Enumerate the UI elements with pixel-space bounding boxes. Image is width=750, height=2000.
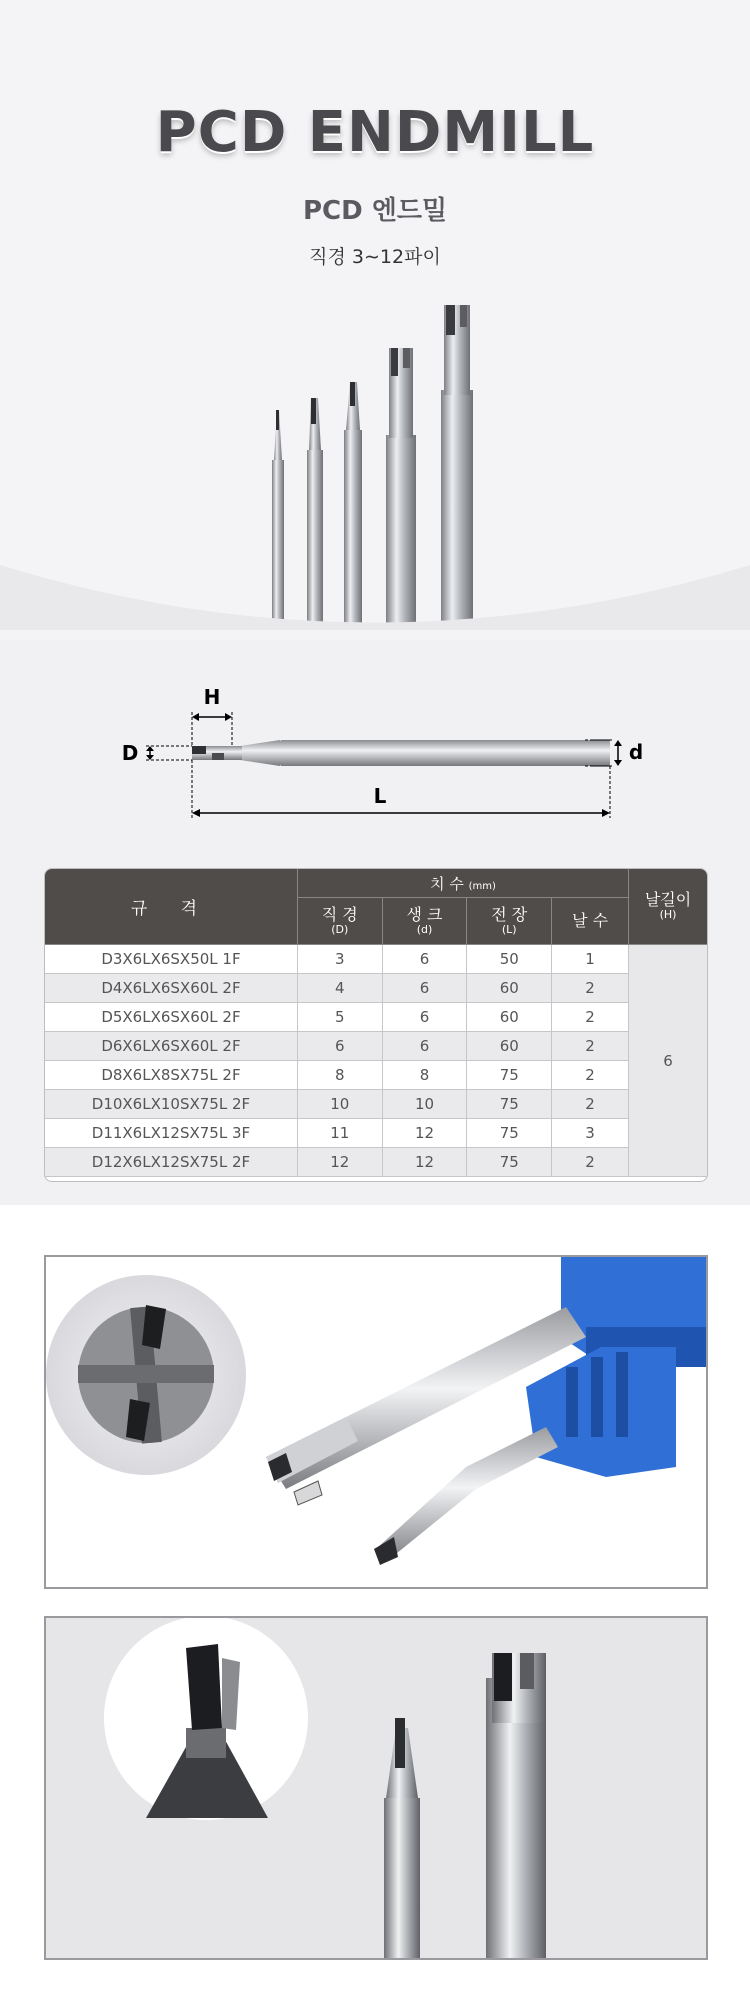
dimension-group-header: 치 수 (mm) xyxy=(297,869,628,898)
table-row xyxy=(45,945,707,974)
spec-cell: D6X6LX6SX60L 2F xyxy=(45,1032,297,1061)
page-title: PCD ENDMILL xyxy=(155,100,595,165)
length-cell: 50 xyxy=(467,945,552,974)
diameter-cell: 8 xyxy=(297,1061,382,1090)
column-header-diameter: 직 경 (D) xyxy=(297,898,382,945)
table-row xyxy=(45,1061,707,1090)
diameter-cell: 11 xyxy=(297,1119,382,1148)
flutes-cell: 3 xyxy=(552,1119,629,1148)
flutes-cell: 1 xyxy=(552,945,629,974)
flutes-cell: 2 xyxy=(552,1148,629,1177)
diameter-cell: 4 xyxy=(297,974,382,1003)
shank-cell: 6 xyxy=(382,945,467,974)
length-cell: 75 xyxy=(467,1119,552,1148)
length-cell: 60 xyxy=(467,1032,552,1061)
flutes-cell: 2 xyxy=(552,974,629,1003)
flutes-cell: 2 xyxy=(552,1061,629,1090)
spec-cell: D5X6LX6SX60L 2F xyxy=(45,1003,297,1032)
product-photo-1 xyxy=(44,1255,708,1589)
shank-cell: 6 xyxy=(382,1003,467,1032)
length-cell: 60 xyxy=(467,1003,552,1032)
table-row xyxy=(45,1148,707,1177)
spec-column-header: 규 격 xyxy=(45,869,297,945)
table-row xyxy=(45,1090,707,1119)
table-row xyxy=(45,1032,707,1061)
shank-cell: 6 xyxy=(382,974,467,1003)
table-row xyxy=(45,1003,707,1032)
spec-cell: D3X6LX6SX50L 1F xyxy=(45,945,297,974)
diameter-cell: 10 xyxy=(297,1090,382,1119)
endmill-closeup-image xyxy=(46,1257,706,1587)
endmill-detail-image xyxy=(46,1618,706,1958)
shank-cell: 10 xyxy=(382,1090,467,1119)
column-header-flutes: 날 수 xyxy=(552,898,629,945)
spec-cell: D4X6LX6SX60L 2F xyxy=(45,974,297,1003)
diameter-cell: 5 xyxy=(297,1003,382,1032)
diagram-label-D: D xyxy=(121,741,139,765)
shank-cell: 8 xyxy=(382,1061,467,1090)
flutes-cell: 2 xyxy=(552,1032,629,1061)
shank-cell: 12 xyxy=(382,1148,467,1177)
length-cell: 60 xyxy=(467,974,552,1003)
spec-cell: D12X6LX12SX75L 2F xyxy=(45,1148,297,1177)
flutes-cell: 2 xyxy=(552,1090,629,1119)
unit-label: (mm) xyxy=(468,880,496,892)
table-row xyxy=(45,1119,707,1148)
shank-cell: 12 xyxy=(382,1119,467,1148)
diameter-cell: 6 xyxy=(297,1032,382,1061)
length-cell: 75 xyxy=(467,1148,552,1177)
diameter-cell: 3 xyxy=(297,945,382,974)
spec-cell: D10X6LX10SX75L 2F xyxy=(45,1090,297,1119)
hero-section xyxy=(0,0,750,640)
dimension-diagram xyxy=(100,660,650,840)
length-cell: 75 xyxy=(467,1090,552,1119)
blade-length-cell: 6 xyxy=(629,945,707,1177)
spec-table xyxy=(44,868,708,1182)
diameter-tagline: 직경 3∼12파이 xyxy=(309,246,441,268)
table-row xyxy=(45,974,707,1003)
column-header-blade-length: 날길이 (H) xyxy=(629,869,707,945)
diagram-label-d: d xyxy=(628,740,644,764)
product-photo-2 xyxy=(44,1616,708,1960)
diagram-label-H: H xyxy=(203,685,221,709)
shank-cell: 6 xyxy=(382,1032,467,1061)
endmill-lineup-image xyxy=(0,290,750,630)
column-header-length: 전 장 (L) xyxy=(467,898,552,945)
column-header-shank: 생 크 (d) xyxy=(382,898,467,945)
spec-cell: D8X6LX8SX75L 2F xyxy=(45,1061,297,1090)
spec-cell: D11X6LX12SX75L 3F xyxy=(45,1119,297,1148)
page-subtitle: PCD 엔드밀 xyxy=(302,196,448,226)
diagram-label-L: L xyxy=(373,784,387,808)
length-cell: 75 xyxy=(467,1061,552,1090)
diameter-cell: 12 xyxy=(297,1148,382,1177)
flutes-cell: 2 xyxy=(552,1003,629,1032)
